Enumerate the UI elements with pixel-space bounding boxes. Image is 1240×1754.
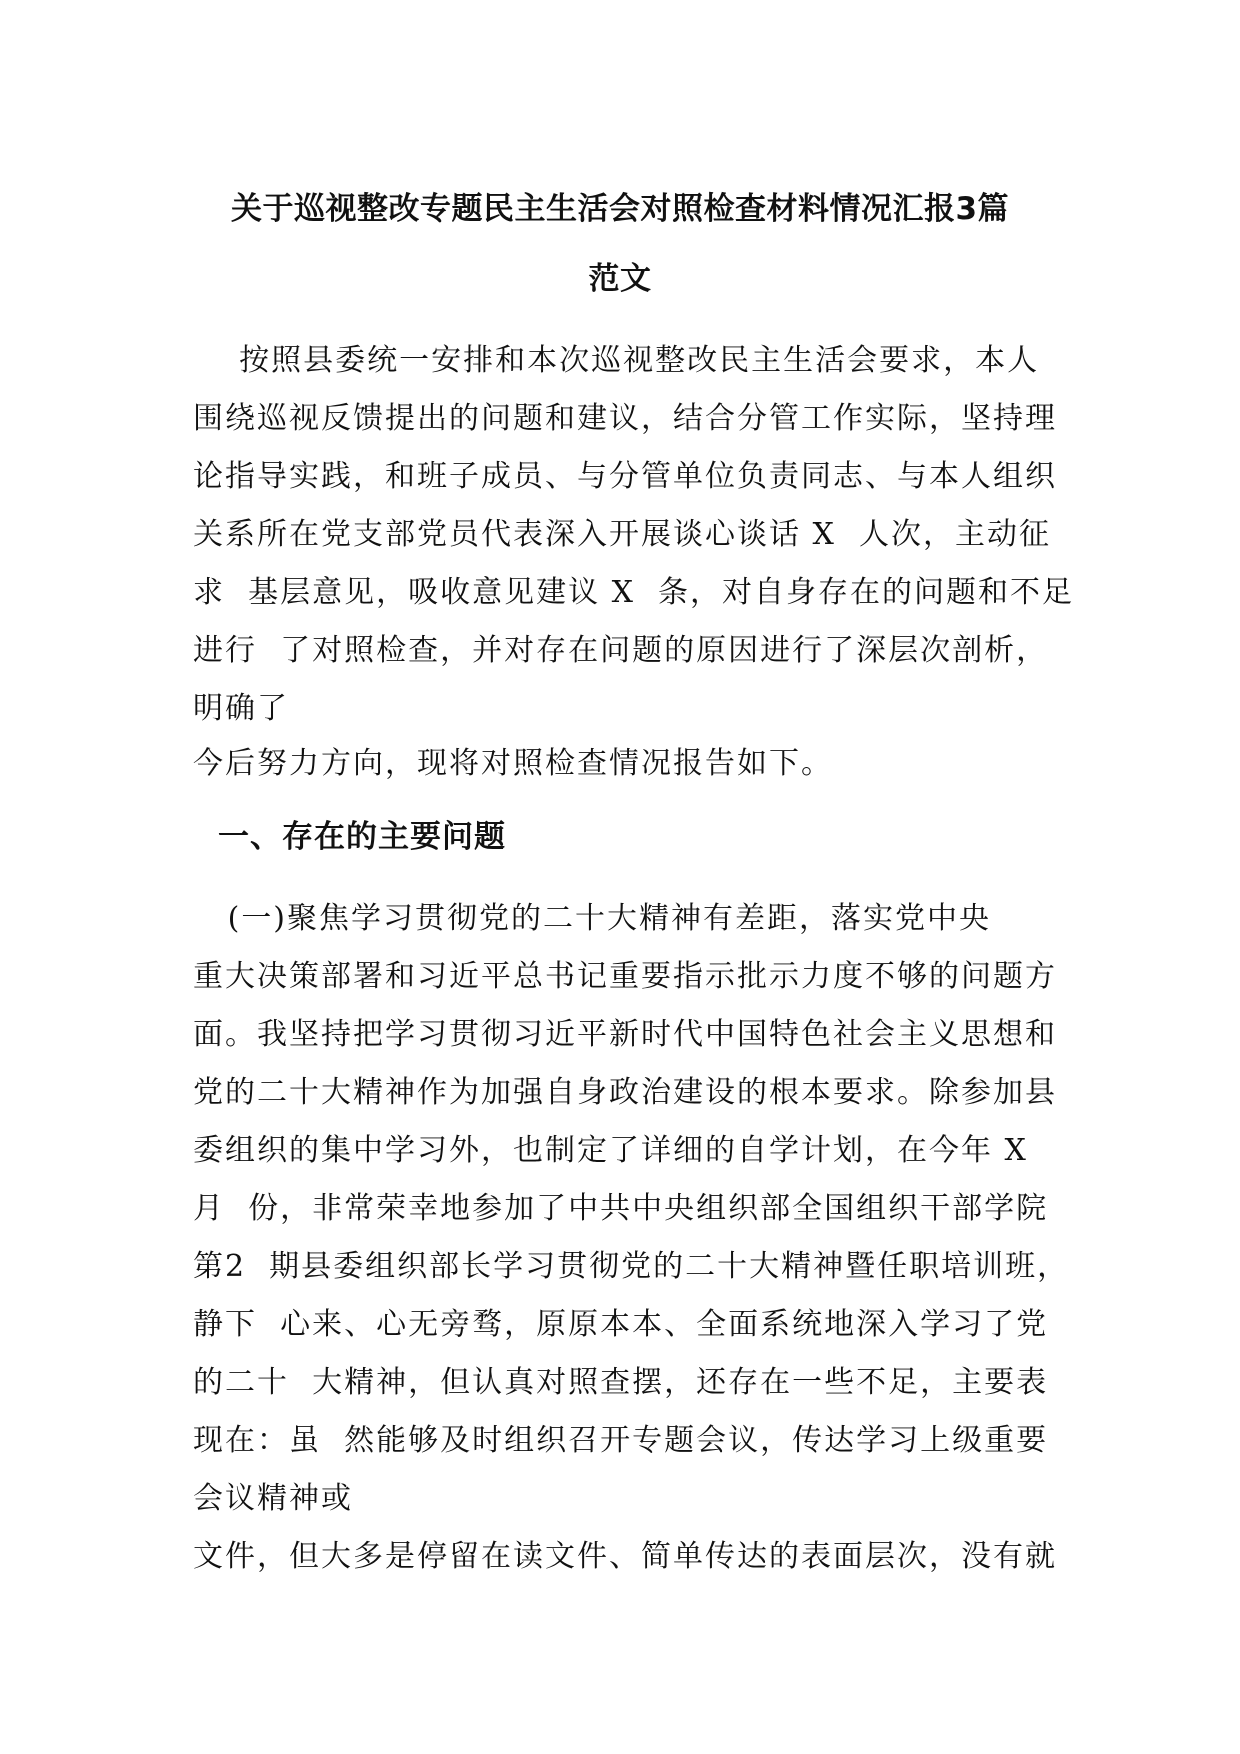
intro-line-1: 按照县委统一安排和本次巡视整改民主生活会要求，本人 — [193, 343, 1040, 378]
section-line-9: 的二十 大精神，但认真对照查摆，还存在一些不足，主要表 — [193, 1365, 1049, 1400]
section-line-12: 文件，但大多是停留在读文件、简单传达的表面层次，没有就 — [193, 1539, 1057, 1574]
document-title-line-2: 范文 — [588, 261, 652, 297]
intro-line-5: 求 基层意见，吸收意见建议 X 条，对自身存在的问题和不足 — [193, 575, 1075, 610]
intro-line-4: 关系所在党支部党员代表深入开展谈心谈话 X 人次，主动征 — [193, 517, 1051, 552]
section-line-2: 重大决策部署和习近平总书记重要指示批示力度不够的问题方 — [193, 959, 1057, 994]
intro-line-6: 进行 了对照检查，并对存在问题的原因进行了深层次剖析， — [193, 633, 1049, 668]
intro-line-3: 论指导实践，和班子成员、与分管单位负责同志、与本人组织 — [193, 459, 1057, 494]
intro-line-7: 明确了 — [193, 691, 289, 726]
intro-line-2: 围绕巡视反馈提出的问题和建议，结合分管工作实际，坚持理 — [193, 401, 1057, 436]
intro-line-8: 今后努力方向，现将对照检查情况报告如下。 — [193, 746, 833, 781]
section-line-6: 月 份，非常荣幸地参加了中共中央组织部全国组织干部学院 — [193, 1191, 1049, 1226]
section-line-11: 会议精神或 — [193, 1481, 353, 1516]
section-line-1: (一)聚焦学习贯彻党的二十大精神有差距，落实党中央 — [193, 901, 992, 936]
section-line-8: 静下 心来、心无旁骛，原原本本、全面系统地深入学习了党 — [193, 1307, 1049, 1342]
section-line-5: 委组织的集中学习外，也制定了详细的自学计划，在今年 X — [193, 1133, 1028, 1168]
document-title-line-1: 关于巡视整改专题民主生活会对照检查材料情况汇报3篇 — [230, 191, 1010, 227]
section-line-4: 党的二十大精神作为加强自身政治建设的根本要求。除参加县 — [193, 1075, 1057, 1110]
section-heading: 一、存在的主要问题 — [218, 819, 506, 855]
section-line-10: 现在：虽 然能够及时组织召开专题会议，传达学习上级重要 — [193, 1423, 1049, 1458]
section-line-3: 面。我坚持把学习贯彻习近平新时代中国特色社会主义思想和 — [193, 1017, 1057, 1052]
section-line-7: 第2 期县委组织部长学习贯彻党的二十大精神暨任职培训班， — [193, 1249, 1070, 1284]
